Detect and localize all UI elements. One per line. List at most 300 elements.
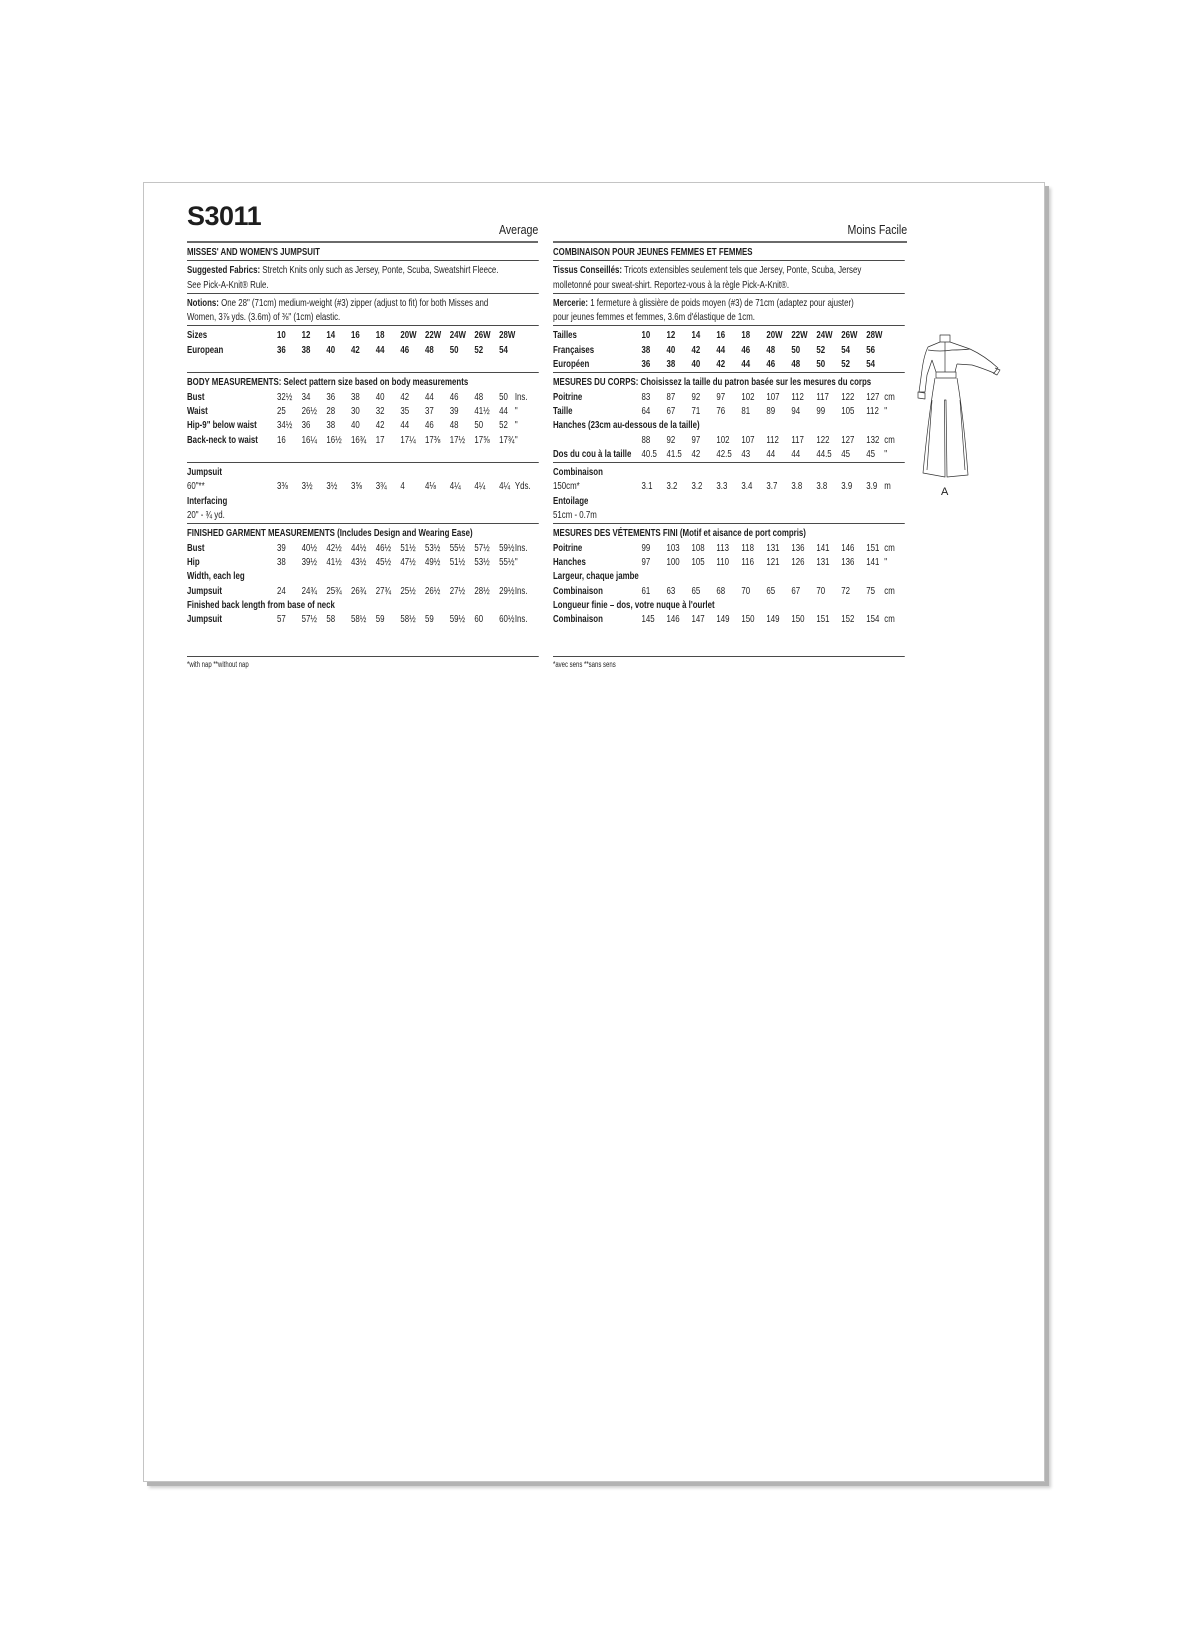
table-section bbox=[187, 372, 539, 462]
cell-value: 42.5 bbox=[716, 447, 732, 460]
cell-value: 65 bbox=[691, 584, 701, 597]
row-label: Combinaison bbox=[553, 613, 603, 626]
paragraph-label: Tissus Conseillés: bbox=[553, 264, 623, 277]
table-row bbox=[187, 375, 539, 389]
cell-value: 58½ bbox=[351, 613, 367, 626]
row-label: Back-neck to waist bbox=[187, 433, 258, 446]
table-row bbox=[187, 447, 539, 461]
cell-value: 16¼ bbox=[301, 433, 317, 446]
cell-value: 97 bbox=[716, 390, 726, 403]
cell-value: 25½ bbox=[400, 584, 416, 597]
cell-value: 4¼ bbox=[474, 480, 486, 493]
cell-value: 26W bbox=[474, 329, 491, 342]
cell-value: 49½ bbox=[425, 555, 441, 568]
cell-value: 40 bbox=[351, 419, 360, 432]
cell-value: 45 bbox=[841, 447, 851, 460]
paragraph-text: One 28" (71cm) medium-weight (#3) zipper (adjust to fit) for both Misses and bbox=[218, 296, 489, 309]
cell-value: 150 bbox=[741, 613, 755, 626]
cell-value: 43½ bbox=[351, 555, 367, 568]
cell-value: 112 bbox=[866, 404, 879, 417]
cell-value: 38 bbox=[351, 390, 360, 403]
cell-value: 16 bbox=[351, 329, 360, 342]
cell-value: 30 bbox=[351, 404, 360, 417]
table-row bbox=[553, 375, 905, 389]
cell-value: 40 bbox=[691, 358, 701, 371]
table-row bbox=[187, 465, 539, 479]
table-row bbox=[187, 433, 539, 447]
table-row bbox=[553, 404, 905, 418]
row-label: Hanches (23cm au-dessous de la taille) bbox=[553, 419, 700, 432]
cell-value: 107 bbox=[741, 433, 755, 446]
cell-value: 39 bbox=[449, 404, 459, 417]
cell-value: 38 bbox=[277, 555, 286, 568]
table-row bbox=[187, 404, 539, 418]
row-label: Interfacing bbox=[187, 494, 228, 507]
cell-value: 56 bbox=[866, 343, 876, 356]
cell-value: 103 bbox=[666, 541, 680, 554]
cell-value: 58½ bbox=[400, 613, 416, 626]
cell-value: 42 bbox=[400, 390, 410, 403]
cell-value: 112 bbox=[791, 390, 804, 403]
paragraph-line bbox=[553, 296, 905, 310]
cell-value: 121 bbox=[766, 555, 780, 568]
unit-label: " bbox=[514, 404, 518, 417]
cell-value: 72 bbox=[841, 584, 851, 597]
row-label: Tailles bbox=[553, 329, 577, 342]
cell-value: 47½ bbox=[400, 555, 416, 568]
cell-value: 48 bbox=[766, 343, 776, 356]
table-row bbox=[187, 526, 539, 540]
table-row bbox=[187, 245, 539, 259]
cell-value: 122 bbox=[816, 433, 830, 446]
cell-value: 22W bbox=[791, 329, 808, 342]
table-row bbox=[553, 447, 905, 461]
row-label: MISSES' AND WOMEN'S JUMPSUIT bbox=[187, 246, 320, 258]
cell-value: 113 bbox=[716, 541, 729, 554]
cell-value: 64 bbox=[641, 404, 651, 417]
cell-value: 3.2 bbox=[666, 480, 678, 493]
row-label: European bbox=[187, 343, 224, 356]
cell-value: 44½ bbox=[351, 541, 367, 554]
cell-value: 3.1 bbox=[641, 480, 653, 493]
table-row bbox=[553, 555, 905, 569]
table-row bbox=[553, 641, 905, 655]
cell-value: 127 bbox=[841, 433, 855, 446]
table-row bbox=[187, 343, 539, 357]
cell-value: 41½ bbox=[326, 555, 342, 568]
cell-value: 151 bbox=[866, 541, 880, 554]
table-row bbox=[553, 418, 905, 432]
cell-value: 89 bbox=[766, 404, 776, 417]
table-row bbox=[187, 569, 539, 583]
cell-value: 44 bbox=[400, 419, 410, 432]
paragraph-label: Suggested Fabrics: bbox=[187, 264, 261, 277]
cell-value: 52 bbox=[841, 358, 851, 371]
cell-value: 99 bbox=[641, 541, 651, 554]
cell-value: 59 bbox=[425, 613, 434, 626]
table-row bbox=[553, 508, 905, 522]
table-row bbox=[187, 555, 539, 569]
cell-value: 46 bbox=[400, 343, 410, 356]
table-row bbox=[553, 569, 905, 583]
table-row bbox=[553, 343, 905, 357]
row-label: Poitrine bbox=[553, 541, 583, 554]
cell-value: 149 bbox=[766, 613, 780, 626]
cell-value: 27½ bbox=[449, 584, 466, 597]
footnote: *avec sens **sans sens bbox=[553, 656, 905, 671]
table-row bbox=[553, 465, 905, 479]
row-label: Combinaison bbox=[553, 584, 603, 597]
row-label: Jumpsuit bbox=[187, 613, 223, 626]
cell-value: 59 bbox=[375, 613, 385, 626]
table-section bbox=[553, 260, 905, 293]
cell-value: 39½ bbox=[301, 555, 317, 568]
cell-value: 54 bbox=[499, 343, 508, 356]
cell-value: 45½ bbox=[375, 555, 392, 568]
table-row bbox=[553, 433, 905, 447]
cell-value: 44 bbox=[741, 358, 751, 371]
cell-value: 28W bbox=[499, 329, 516, 342]
cell-value: 48 bbox=[791, 358, 801, 371]
cell-value: 40.5 bbox=[641, 447, 657, 460]
row-label: 150cm* bbox=[553, 480, 580, 493]
table-section bbox=[187, 462, 539, 523]
cell-value: 43 bbox=[741, 447, 751, 460]
cell-value: 81 bbox=[741, 404, 751, 417]
cell-value: 131 bbox=[766, 541, 780, 554]
cell-value: 42 bbox=[351, 343, 360, 356]
unit-label: " bbox=[884, 555, 888, 568]
cell-value: 35 bbox=[400, 404, 410, 417]
pattern-number: S3011 bbox=[187, 201, 262, 231]
cell-value: 71 bbox=[691, 404, 701, 417]
cell-value: 4 bbox=[400, 480, 405, 493]
row-label: Hanches bbox=[553, 555, 586, 568]
table-row bbox=[553, 541, 905, 555]
cell-value: 57½ bbox=[474, 541, 490, 554]
table-row bbox=[187, 541, 539, 555]
cell-value: 41.5 bbox=[666, 447, 682, 460]
unit-label: Ins. bbox=[514, 390, 528, 403]
cell-value: 100 bbox=[666, 555, 680, 568]
table-row bbox=[187, 626, 539, 640]
cell-value: 60½ bbox=[499, 613, 515, 626]
table-row bbox=[553, 390, 905, 404]
cell-value: 28W bbox=[866, 329, 883, 342]
unit-label: Yds. bbox=[514, 480, 531, 493]
cell-value: 26¾ bbox=[351, 584, 367, 597]
table-row bbox=[553, 357, 905, 371]
cell-value: 24 bbox=[277, 584, 286, 597]
cell-value: 3⅝ bbox=[351, 480, 362, 493]
unit-label: " bbox=[514, 555, 518, 568]
cell-value: 38 bbox=[641, 343, 651, 356]
cell-value: 53½ bbox=[425, 541, 441, 554]
cell-value: 117 bbox=[791, 433, 804, 446]
cell-value: 40 bbox=[326, 343, 336, 356]
cell-value: 102 bbox=[741, 390, 755, 403]
table-row bbox=[187, 584, 539, 598]
table-row bbox=[187, 479, 539, 493]
row-label: Hip-9" below waist bbox=[187, 419, 257, 432]
row-label: Width, each leg bbox=[187, 570, 245, 583]
cell-value: 65 bbox=[766, 584, 776, 597]
cell-value: 44 bbox=[425, 390, 434, 403]
table-row bbox=[187, 357, 539, 371]
jumpsuit-illustration-icon bbox=[910, 320, 1030, 490]
cell-value: 108 bbox=[691, 541, 705, 554]
row-label: COMBINAISON POUR JEUNES FEMMES ET FEMMES bbox=[553, 246, 753, 258]
row-label: Jumpsuit bbox=[187, 466, 223, 479]
cell-value: 70 bbox=[741, 584, 751, 597]
cell-value: 54 bbox=[841, 343, 851, 356]
cell-value: 22W bbox=[425, 329, 442, 342]
cell-value: 46 bbox=[766, 358, 776, 371]
cell-value: 17 bbox=[375, 433, 385, 446]
cell-value: 16½ bbox=[326, 433, 342, 446]
table-row bbox=[187, 418, 539, 432]
row-label: Largeur, chaque jambe bbox=[553, 570, 639, 583]
paragraph-label: Mercerie: bbox=[553, 296, 589, 309]
cell-value: 141 bbox=[816, 541, 830, 554]
cell-value: 54 bbox=[866, 358, 876, 371]
row-label: Européen bbox=[553, 358, 590, 371]
paragraph-text: pour jeunes femmes et femmes, 3.6m d'élastique de 1cm. bbox=[553, 311, 755, 324]
cell-value: 44 bbox=[499, 404, 508, 417]
unit-label: cm bbox=[884, 613, 895, 626]
cell-value: 10 bbox=[641, 329, 651, 342]
cell-value: 50 bbox=[816, 358, 826, 371]
cell-value: 38 bbox=[301, 343, 311, 356]
table-row bbox=[187, 612, 539, 626]
table-row bbox=[553, 612, 905, 626]
row-label: Longueur finie – dos, votre nuque à l'ourlet bbox=[553, 598, 715, 611]
cell-value: 20W bbox=[766, 329, 783, 342]
cell-value: 58 bbox=[326, 613, 336, 626]
cell-value: 17¾ bbox=[499, 433, 515, 446]
footnote: *with nap **without nap bbox=[187, 656, 539, 671]
cell-value: 14 bbox=[691, 329, 701, 342]
cell-value: 34 bbox=[301, 390, 311, 403]
cell-value: 59½ bbox=[499, 541, 515, 554]
cell-value: 46 bbox=[741, 343, 751, 356]
cell-value: 27¾ bbox=[375, 584, 392, 597]
cell-value: 50 bbox=[449, 343, 459, 356]
table-section bbox=[553, 523, 905, 656]
paragraph-text: Stretch Knits only such as Jersey, Ponte, Scuba, Sweatshirt Fleece. bbox=[260, 264, 499, 277]
paragraph-line bbox=[187, 310, 539, 324]
unit-label: " bbox=[884, 447, 888, 460]
cell-value: 75 bbox=[866, 584, 876, 597]
cell-value: 94 bbox=[791, 404, 801, 417]
row-label: Entoilage bbox=[553, 494, 589, 507]
cell-value: 50 bbox=[499, 390, 508, 403]
cell-value: 32 bbox=[375, 404, 385, 417]
cell-value: 122 bbox=[841, 390, 855, 403]
cell-value: 14 bbox=[326, 329, 336, 342]
cell-value: 26½ bbox=[301, 404, 317, 417]
table-row bbox=[553, 494, 905, 508]
paragraph-text: 1 fermeture à glissière de poids moyen (#3) de 71cm (adaptez pour ajuster) bbox=[588, 296, 854, 309]
cell-value: 42 bbox=[691, 343, 701, 356]
cell-value: 92 bbox=[691, 390, 701, 403]
table-row bbox=[187, 328, 539, 342]
cell-value: 112 bbox=[766, 433, 779, 446]
cell-value: 28½ bbox=[474, 584, 490, 597]
cell-value: 132 bbox=[866, 433, 880, 446]
cell-value: 145 bbox=[641, 613, 655, 626]
row-label: Jumpsuit bbox=[187, 584, 223, 597]
cell-value: 51½ bbox=[400, 541, 416, 554]
cell-value: 48 bbox=[449, 419, 459, 432]
cell-value: 3.9 bbox=[866, 480, 878, 493]
cell-value: 16¾ bbox=[351, 433, 367, 446]
cell-value: 67 bbox=[666, 404, 676, 417]
english-column bbox=[187, 243, 539, 671]
cell-value: 116 bbox=[741, 555, 754, 568]
cell-value: 131 bbox=[816, 555, 830, 568]
cell-value: 76 bbox=[716, 404, 726, 417]
table-section bbox=[553, 462, 905, 523]
row-label: Poitrine bbox=[553, 390, 583, 403]
cell-value: 36 bbox=[301, 419, 311, 432]
paragraph-text: Tricots extensibles seulement tels que Jersey, Ponte, Scuba, Jersey bbox=[622, 264, 862, 277]
cell-value: 59½ bbox=[449, 613, 466, 626]
cell-value: 24W bbox=[816, 329, 833, 342]
unit-label: m bbox=[884, 480, 891, 493]
unit-label: " bbox=[514, 419, 518, 432]
cell-value: 16 bbox=[277, 433, 286, 446]
cell-value: 24W bbox=[449, 329, 466, 342]
cell-value: 28 bbox=[326, 404, 336, 417]
cell-value: 20W bbox=[400, 329, 417, 342]
cell-value: 39 bbox=[277, 541, 286, 554]
cell-value: 3.9 bbox=[841, 480, 853, 493]
cell-value: 87 bbox=[666, 390, 676, 403]
cell-value: 16 bbox=[716, 329, 726, 342]
table-section bbox=[553, 293, 905, 326]
table-row bbox=[553, 328, 905, 342]
cell-value: 42 bbox=[716, 358, 726, 371]
cell-value: 57 bbox=[277, 613, 286, 626]
cell-value: 17¼ bbox=[400, 433, 416, 446]
paragraph-text: molletonné pour sweat-shirt. Reportez-vous à la règle Pick-A-Knit®. bbox=[553, 278, 790, 291]
cell-value: 107 bbox=[766, 390, 780, 403]
cell-value: 3.2 bbox=[691, 480, 703, 493]
cell-value: 12 bbox=[301, 329, 311, 342]
cell-value: 88 bbox=[641, 433, 651, 446]
french-column bbox=[553, 243, 905, 671]
unit-label: Ins. bbox=[514, 584, 528, 597]
table-row bbox=[553, 598, 905, 612]
cell-value: 102 bbox=[716, 433, 730, 446]
cell-value: 52 bbox=[499, 419, 508, 432]
cell-value: 44 bbox=[375, 343, 385, 356]
cell-value: 44 bbox=[766, 447, 776, 460]
cell-value: 136 bbox=[841, 555, 855, 568]
cell-value: 45 bbox=[866, 447, 876, 460]
cell-value: 17⅜ bbox=[425, 433, 441, 446]
unit-label: cm bbox=[884, 584, 895, 597]
paragraph-line bbox=[187, 296, 539, 310]
table-row bbox=[553, 245, 905, 259]
table-row bbox=[187, 494, 539, 508]
row-label: MESURES DU CORPS: Choisissez la taille du patron basée sur les mesures du corps bbox=[553, 376, 872, 389]
cell-value: 48 bbox=[425, 343, 434, 356]
cell-value: 40 bbox=[666, 343, 676, 356]
cell-value: 10 bbox=[277, 329, 286, 342]
cell-value: 40½ bbox=[301, 541, 317, 554]
unit-label: cm bbox=[884, 433, 895, 446]
table-row bbox=[553, 626, 905, 640]
cell-value: 52 bbox=[474, 343, 484, 356]
cell-value: 60 bbox=[474, 613, 484, 626]
cell-value: 29½ bbox=[499, 584, 515, 597]
cell-value: 51½ bbox=[449, 555, 466, 568]
paragraph-line bbox=[553, 278, 905, 292]
table-section bbox=[553, 243, 905, 260]
difficulty-level-fr: Moins Facile bbox=[847, 223, 907, 237]
row-label: 60"** bbox=[187, 480, 205, 493]
paragraph-line bbox=[187, 263, 539, 277]
cell-value: 3.3 bbox=[716, 480, 728, 493]
cell-value: 48 bbox=[474, 390, 484, 403]
cell-value: 4¼ bbox=[449, 480, 461, 493]
cell-value: 46 bbox=[449, 390, 459, 403]
cell-value: 17⅝ bbox=[474, 433, 490, 446]
cell-value: 154 bbox=[866, 613, 880, 626]
cell-value: 3.7 bbox=[766, 480, 778, 493]
cell-value: 3¾ bbox=[375, 480, 387, 493]
paragraph-line bbox=[553, 310, 905, 324]
table-section bbox=[187, 243, 539, 260]
cell-value: 99 bbox=[816, 404, 826, 417]
cell-value: 55½ bbox=[449, 541, 466, 554]
cell-value: 44.5 bbox=[816, 447, 832, 460]
cell-value: 42½ bbox=[326, 541, 342, 554]
cell-value: 12 bbox=[666, 329, 676, 342]
cell-value: 149 bbox=[716, 613, 730, 626]
cell-value: 34½ bbox=[277, 419, 293, 432]
cell-value: 57½ bbox=[301, 613, 317, 626]
cell-value: 146 bbox=[841, 541, 855, 554]
cell-value: 37 bbox=[425, 404, 434, 417]
paragraph-text: Women, 3⅞ yds. (3.6m) of ⅜" (1cm) elastic. bbox=[187, 311, 341, 324]
row-label: BODY MEASUREMENTS: Select pattern size based on body measurements bbox=[187, 376, 469, 389]
cell-value: 44 bbox=[716, 343, 726, 356]
cell-value: 26W bbox=[841, 329, 858, 342]
row-label: FINISHED GARMENT MEASUREMENTS (Includes Design and Wearing Ease) bbox=[187, 527, 473, 540]
cell-value: 53½ bbox=[474, 555, 490, 568]
cell-value: 24¾ bbox=[301, 584, 317, 597]
cell-value: 3.4 bbox=[741, 480, 753, 493]
view-label: A bbox=[941, 486, 949, 498]
cell-value: 26½ bbox=[425, 584, 441, 597]
cell-value: 105 bbox=[691, 555, 705, 568]
row-label: Françaises bbox=[553, 343, 595, 356]
cell-value: 147 bbox=[691, 613, 705, 626]
cell-value: 32½ bbox=[277, 390, 293, 403]
cell-value: 97 bbox=[691, 433, 701, 446]
unit-label: Ins. bbox=[514, 613, 528, 626]
cell-value: 3⅜ bbox=[277, 480, 288, 493]
cell-value: 44 bbox=[791, 447, 801, 460]
cell-value: 68 bbox=[716, 584, 726, 597]
cell-value: 63 bbox=[666, 584, 676, 597]
row-label: Taille bbox=[553, 404, 573, 417]
row-label: Finished back length from base of neck bbox=[187, 598, 335, 611]
cell-value: 18 bbox=[375, 329, 385, 342]
